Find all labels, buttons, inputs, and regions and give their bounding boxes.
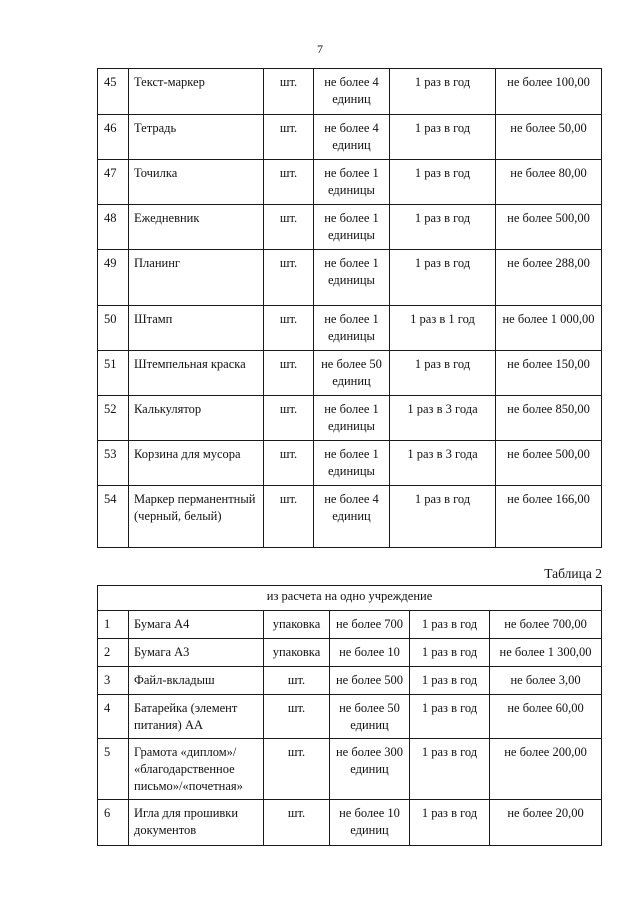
row-number: 2 [98, 639, 129, 667]
item-name: Ежедневник [129, 205, 264, 250]
table-row [98, 639, 602, 667]
row-number: 45 [98, 69, 129, 115]
table-header: из расчета на одно учреждение [98, 586, 602, 611]
table-row [98, 396, 602, 441]
item-name: Текст-маркер [129, 69, 264, 115]
item-name: Корзина для мусора [129, 441, 264, 486]
item-period: 1 раз в год [390, 69, 496, 115]
item-period: 1 раз в год [410, 639, 490, 667]
row-number: 50 [98, 306, 129, 351]
table-row [98, 250, 602, 306]
item-period: 1 раз в год [390, 205, 496, 250]
item-name: Калькулятор [129, 396, 264, 441]
item-unit: шт. [264, 306, 314, 351]
item-period: 1 раз в год [410, 611, 490, 639]
row-number: 48 [98, 205, 129, 250]
item-price: не более 700,00 [490, 611, 602, 639]
row-number: 1 [98, 611, 129, 639]
item-period: 1 раз в год [390, 486, 496, 548]
item-name: Батарейка (элемент питания) АА [129, 695, 264, 739]
item-period: 1 раз в год [410, 800, 490, 846]
item-unit: шт. [264, 396, 314, 441]
supplies-table-per-institution [97, 585, 602, 846]
item-unit: шт. [264, 667, 330, 695]
item-name: Грамота «диплом»/ «благодарственное письмо»/«почетная» [129, 739, 264, 800]
item-name: Бумага А3 [129, 639, 264, 667]
item-period: 1 раз в год [410, 739, 490, 800]
item-quantity: не более 1 единицы [314, 306, 390, 351]
item-quantity: не более 500 [330, 667, 410, 695]
item-name: Тетрадь [129, 115, 264, 160]
item-price: не более 200,00 [490, 739, 602, 800]
item-period: 1 раз в 3 года [390, 396, 496, 441]
table-row [98, 695, 602, 739]
item-name: Файл-вкладыш [129, 667, 264, 695]
table-row [98, 611, 602, 639]
item-unit: упаковка [264, 611, 330, 639]
item-quantity: не более 4 единиц [314, 486, 390, 548]
item-price: не более 1 300,00 [490, 639, 602, 667]
item-price: не более 80,00 [496, 160, 602, 205]
item-price: не более 150,00 [496, 351, 602, 396]
table-row [98, 441, 602, 486]
item-price: не более 1 000,00 [496, 306, 602, 351]
item-quantity: не более 10 [330, 639, 410, 667]
item-unit: шт. [264, 250, 314, 306]
item-period: 1 раз в год [390, 160, 496, 205]
item-unit: шт. [264, 115, 314, 160]
table-row [98, 115, 602, 160]
item-unit: шт. [264, 205, 314, 250]
supplies-table-continued [97, 68, 602, 548]
item-unit: шт. [264, 69, 314, 115]
item-unit: шт. [264, 486, 314, 548]
item-quantity: не более 4 единиц [314, 69, 390, 115]
item-name: Маркер перманентный (черный, белый) [129, 486, 264, 548]
table-caption: Таблица 2 [544, 566, 602, 581]
item-name: Точилка [129, 160, 264, 205]
table-row [98, 667, 602, 695]
row-number: 51 [98, 351, 129, 396]
item-period: 1 раз в год [390, 250, 496, 306]
item-name: Планинг [129, 250, 264, 306]
item-quantity: не более 1 единицы [314, 160, 390, 205]
item-price: не более 288,00 [496, 250, 602, 306]
table-row [98, 205, 602, 250]
item-quantity: не более 4 единиц [314, 115, 390, 160]
item-unit: шт. [264, 739, 330, 800]
table-row [98, 69, 602, 115]
item-price: не более 50,00 [496, 115, 602, 160]
row-number: 3 [98, 667, 129, 695]
item-name: Игла для прошивки документов [129, 800, 264, 846]
item-quantity: не более 50 единиц [330, 695, 410, 739]
item-unit: шт. [264, 800, 330, 846]
item-price: не более 850,00 [496, 396, 602, 441]
row-number: 52 [98, 396, 129, 441]
item-quantity: не более 700 [330, 611, 410, 639]
row-number: 4 [98, 695, 129, 739]
row-number: 54 [98, 486, 129, 548]
item-quantity: не более 1 единицы [314, 396, 390, 441]
row-number: 49 [98, 250, 129, 306]
row-number: 5 [98, 739, 129, 800]
item-price: не более 20,00 [490, 800, 602, 846]
item-quantity: не более 1 единицы [314, 250, 390, 306]
table-header-row [98, 586, 602, 611]
item-price: не более 500,00 [496, 205, 602, 250]
item-unit: шт. [264, 441, 314, 486]
item-quantity: не более 1 единицы [314, 441, 390, 486]
item-unit: шт. [264, 351, 314, 396]
item-period: 1 раз в год [410, 695, 490, 739]
row-number: 53 [98, 441, 129, 486]
item-period: 1 раз в 3 года [390, 441, 496, 486]
item-quantity: не более 1 единицы [314, 205, 390, 250]
row-number: 47 [98, 160, 129, 205]
item-unit: шт. [264, 160, 314, 205]
table-row [98, 800, 602, 846]
item-price: не более 60,00 [490, 695, 602, 739]
item-unit: упаковка [264, 639, 330, 667]
item-quantity: не более 300 единиц [330, 739, 410, 800]
item-name: Бумага А4 [129, 611, 264, 639]
table-row [98, 160, 602, 205]
item-period: 1 раз в год [410, 667, 490, 695]
item-name: Штамп [129, 306, 264, 351]
page-number: 7 [317, 42, 323, 56]
item-name: Штемпельная краска [129, 351, 264, 396]
item-unit: шт. [264, 695, 330, 739]
item-price: не более 166,00 [496, 486, 602, 548]
table-row [98, 306, 602, 351]
row-number: 46 [98, 115, 129, 160]
item-price: не более 100,00 [496, 69, 602, 115]
item-period: 1 раз в год [390, 351, 496, 396]
table-row [98, 739, 602, 800]
row-number: 6 [98, 800, 129, 846]
item-quantity: не более 50 единиц [314, 351, 390, 396]
item-period: 1 раз в 1 год [390, 306, 496, 351]
item-period: 1 раз в год [390, 115, 496, 160]
item-price: не более 3,00 [490, 667, 602, 695]
item-price: не более 500,00 [496, 441, 602, 486]
item-quantity: не более 10 единиц [330, 800, 410, 846]
table-row [98, 351, 602, 396]
table-row [98, 486, 602, 548]
